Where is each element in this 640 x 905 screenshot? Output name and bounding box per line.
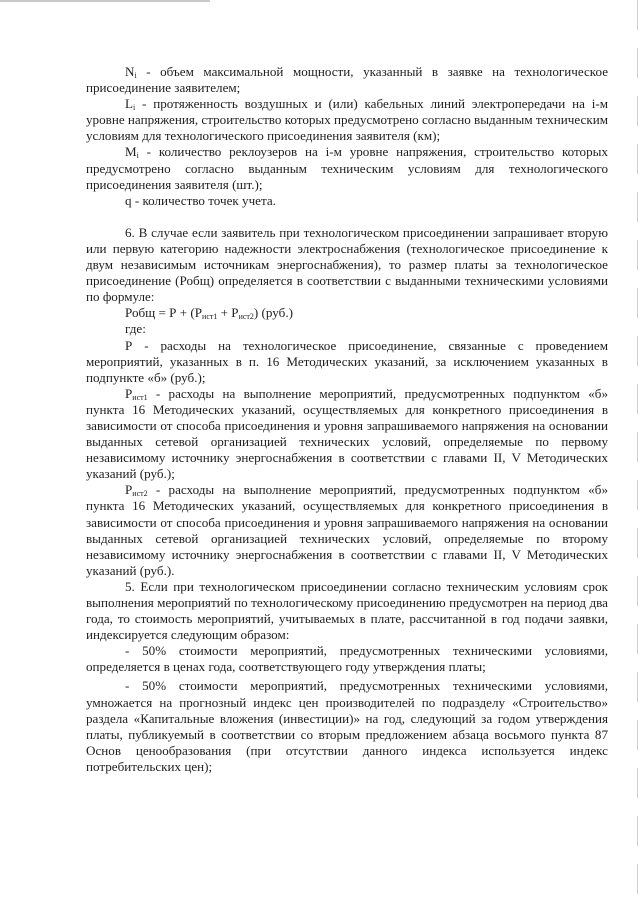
symbol: M xyxy=(125,144,137,160)
symbol: L xyxy=(125,96,133,112)
formula-subscript: ист1 xyxy=(202,312,218,322)
definition-text: - объем максимальной мощности, указанный в заявке на технологическое присоединение заявителем; xyxy=(86,64,608,96)
document-page xyxy=(86,64,608,775)
section-5-intro: 5. Если при технологическом присоединении согласно техническим условиям срок выполнения мероприятий по технологическому присоединению предусмотрен на период два года, то стоимость мероприятий, учитываемых в плате, рассчитанной в год подачи заявки, индексируется следующим образом: xyxy=(86,578,608,643)
definition-l xyxy=(86,96,608,144)
symbol-subscript: i xyxy=(136,151,139,161)
symbol: Р xyxy=(125,482,133,498)
definition-text: - расходы на выполнение мероприятий, предусмотренных подпунктом «б» пункта 16 Методических указаний, осуществляемых для конкретного присоединения в зависимости от способа присоединения и уровня запрашиваемого напряжения на основании выданных сетевой организацией технических условий, определяемые по первому независимому источнику энергоснабжения в соответствии с главами II, V Методических указаний (руб.); xyxy=(86,385,608,482)
formula xyxy=(86,305,608,321)
section-5-item-1: - 50% стоимости мероприятий, предусмотренных техническими условиями, определяется в ценах года, соответствующего году утверждения платы; xyxy=(86,643,608,675)
formula-part: Робщ = Р + (Р xyxy=(125,305,203,321)
symbol: Р xyxy=(125,385,133,401)
definition-pist2 xyxy=(86,482,608,579)
symbol: q xyxy=(125,192,132,208)
definition-m xyxy=(86,144,608,192)
symbol: N xyxy=(125,64,135,79)
definition-p: Р - расходы на технологическое присоединение, связанные с проведением мероприятий, указанных в п. 16 Методических указаний, за исключением указанных в подпункте «б» (руб.); xyxy=(86,337,608,385)
symbol-subscript: i xyxy=(134,71,137,80)
where-label: где: xyxy=(125,321,146,337)
definition-pist1 xyxy=(86,386,608,483)
definition-text: - количество реклоузеров на i-м уровне напряжения, строительство которых предусмотрено согласно выданным техническим условиям для технологического присоединения заявителя (шт.); xyxy=(86,144,608,192)
definition-q xyxy=(86,193,608,209)
scan-edge-right xyxy=(637,0,638,905)
definition-n xyxy=(86,64,608,96)
symbol-subscript: ист1 xyxy=(132,392,148,402)
formula-part: + Р xyxy=(217,305,239,321)
symbol-subscript: i xyxy=(133,103,136,113)
section-5-item-2: - 50% стоимости мероприятий, предусмотренных техническими условиями, умножается на прогнозный индекс цен производителей по подразделу «Строительство» раздела «Капитальные вложения (инвестиции)» на год, следующий за годом утверждения платы, публикуемый в соответствии со вторым предложением абзаца восьмого пункта 87 Основ ценообразования (при отсутствии данного индекса используется индекс потребительских цен); xyxy=(86,678,608,774)
formula-part: ) (руб.) xyxy=(253,305,293,321)
scan-edge-top xyxy=(0,0,210,2)
formula-subscript: ист2 xyxy=(238,312,254,322)
symbol-subscript: ист2 xyxy=(132,489,148,499)
definition-text: - количество точек учета. xyxy=(131,192,276,208)
definition-text: - расходы на выполнение мероприятий, предусмотренных подпунктом «б» пункта 16 Методических указаний, осуществляемых для конкретного присоединения в зависимости от способа присоединения и уровня запрашиваемого напряжения на основании выданных сетевой организацией технических условий, определяемые по второму независимому источнику энергоснабжения в соответствии с главами II, V Методических указаний (руб.). xyxy=(86,482,608,578)
definition-text: - протяженность воздушных и (или) кабельных линий электропередачи на i-м уровне напряжения, строительство которых предусмотрено согласно выданным техническим условиям для технологического присоединения заявителя (км); xyxy=(86,96,608,144)
section-6-intro: 6. В случае если заявитель при технологическом присоединении запрашивает вторую или первую категорию надежности электроснабжения (технологическое присоединение к двум независимым источникам энергоснабжения), то размер платы за технологическое присоединение (Робщ) определяется в соответствии с выданными техническими условиями по формуле: xyxy=(86,224,608,305)
